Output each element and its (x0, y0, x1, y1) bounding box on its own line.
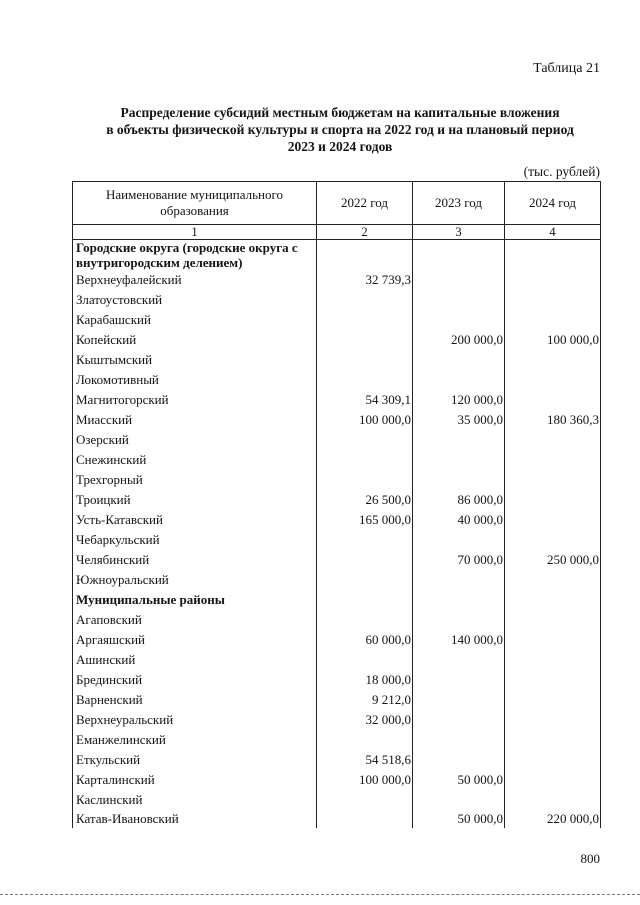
value-2023-cell: 120 000,0 (413, 390, 505, 410)
value-2022-cell (317, 530, 413, 550)
value-2023-cell (413, 270, 505, 290)
value-2022-cell: 100 000,0 (317, 410, 413, 430)
value-2022-cell (317, 570, 413, 590)
value-2023-cell (413, 690, 505, 710)
value-2024-cell (505, 610, 601, 630)
value-2022-cell: 60 000,0 (317, 630, 413, 650)
value-2024-cell (505, 630, 601, 650)
header-2022: 2022 год (317, 182, 413, 225)
table-row (73, 490, 601, 510)
table-row (73, 790, 601, 810)
value-2023-cell (413, 750, 505, 770)
table-row (73, 330, 601, 350)
value-2022-cell (317, 450, 413, 470)
column-number-row (73, 225, 601, 240)
title-line: 2023 и 2024 годов (287, 139, 393, 154)
table-row (73, 430, 601, 450)
value-2024-cell (505, 370, 601, 390)
table-row (73, 730, 601, 750)
value-2022-cell: 18 000,0 (317, 670, 413, 690)
value-2024-cell (505, 650, 601, 670)
title-line: Распределение субсидий местным бюджетам на капитальные вложения (120, 105, 560, 120)
column-number: 2 (317, 225, 413, 240)
municipality-cell: Миасский (73, 410, 317, 430)
value-2022-cell (317, 310, 413, 330)
table-row (73, 510, 601, 530)
value-2023-cell: 40 000,0 (413, 510, 505, 530)
value-2023-cell (413, 290, 505, 310)
value-2022-cell (317, 370, 413, 390)
table-row (73, 270, 601, 290)
value-2023-cell (413, 710, 505, 730)
municipality-cell: Еманжелинский (73, 730, 317, 750)
municipality-cell: Каслинский (73, 790, 317, 810)
value-2023-cell (413, 430, 505, 450)
municipality-cell: Южноуральский (73, 570, 317, 590)
table-row (73, 470, 601, 490)
municipality-cell: Варненский (73, 690, 317, 710)
value-2024-cell (505, 770, 601, 790)
value-2022-cell (317, 240, 413, 271)
municipality-cell: Копейский (73, 330, 317, 350)
page-number: 800 (580, 851, 600, 866)
table-row (73, 750, 601, 770)
value-2023-cell: 50 000,0 (413, 810, 505, 828)
value-2022-cell: 100 000,0 (317, 770, 413, 790)
municipality-cell: Карабашский (73, 310, 317, 330)
document-title (90, 104, 590, 155)
table-row (73, 710, 601, 730)
table-row (73, 550, 601, 570)
municipality-cell: Кыштымский (73, 350, 317, 370)
subsidy-table (72, 181, 601, 828)
value-2024-cell (505, 310, 601, 330)
value-2023-cell (413, 350, 505, 370)
value-2023-cell (413, 650, 505, 670)
value-2023-cell (413, 370, 505, 390)
value-2023-cell (413, 310, 505, 330)
municipality-cell: Аргаяшский (73, 630, 317, 650)
value-2022-cell: 165 000,0 (317, 510, 413, 530)
value-2022-cell: 26 500,0 (317, 490, 413, 510)
table-row (73, 630, 601, 650)
municipality-cell: Городские округа (городские округа с внутригородским делением) (73, 240, 317, 271)
value-2022-cell: 32 000,0 (317, 710, 413, 730)
value-2023-cell (413, 590, 505, 610)
table-row (73, 370, 601, 390)
value-2023-cell: 50 000,0 (413, 770, 505, 790)
municipality-cell: Чебаркульский (73, 530, 317, 550)
municipality-cell: Верхнеуральский (73, 710, 317, 730)
value-2024-cell (505, 290, 601, 310)
value-2024-cell (505, 750, 601, 770)
value-2023-cell (413, 450, 505, 470)
value-2022-cell: 9 212,0 (317, 690, 413, 710)
municipality-cell: Троицкий (73, 490, 317, 510)
value-2022-cell (317, 290, 413, 310)
table-row (73, 770, 601, 790)
value-2022-cell (317, 810, 413, 828)
value-2024-cell (505, 450, 601, 470)
municipality-cell: Усть-Катавский (73, 510, 317, 530)
table-row (73, 410, 601, 430)
value-2022-cell (317, 790, 413, 810)
municipality-cell: Трехгорный (73, 470, 317, 490)
value-2022-cell (317, 350, 413, 370)
value-2023-cell (413, 730, 505, 750)
table-body (73, 240, 601, 829)
value-2024-cell: 220 000,0 (505, 810, 601, 828)
value-2022-cell (317, 730, 413, 750)
value-2024-cell (505, 710, 601, 730)
value-2024-cell (505, 590, 601, 610)
table-row (73, 810, 601, 828)
table-row (73, 450, 601, 470)
value-2024-cell: 100 000,0 (505, 330, 601, 350)
value-2024-cell (505, 270, 601, 290)
municipality-cell: Златоустовский (73, 290, 317, 310)
value-2022-cell: 54 309,1 (317, 390, 413, 410)
value-2024-cell (505, 730, 601, 750)
units-note: (тыс. рублей) (523, 164, 600, 179)
municipality-cell: Брединский (73, 670, 317, 690)
value-2022-cell (317, 610, 413, 630)
value-2024-cell (505, 470, 601, 490)
table-row (73, 610, 601, 630)
column-number: 1 (73, 225, 317, 240)
table-row (73, 570, 601, 590)
value-2022-cell: 54 518,6 (317, 750, 413, 770)
table-group-row (73, 240, 601, 271)
value-2023-cell: 140 000,0 (413, 630, 505, 650)
bottom-divider (0, 894, 640, 897)
table-label: Таблица 21 (533, 61, 600, 76)
municipality-cell: Челябинский (73, 550, 317, 570)
value-2024-cell: 180 360,3 (505, 410, 601, 430)
municipality-cell: Снежинский (73, 450, 317, 470)
table-row (73, 670, 601, 690)
value-2022-cell (317, 330, 413, 350)
value-2024-cell (505, 430, 601, 450)
value-2024-cell (505, 570, 601, 590)
value-2023-cell (413, 670, 505, 690)
title-line: в объекты физической культуры и спорта на 2022 год и на плановый период (106, 122, 574, 137)
value-2023-cell (413, 530, 505, 550)
value-2022-cell (317, 590, 413, 610)
municipality-cell: Ашинский (73, 650, 317, 670)
value-2023-cell (413, 570, 505, 590)
table-row (73, 390, 601, 410)
municipality-cell: Агаповский (73, 610, 317, 630)
value-2024-cell (505, 490, 601, 510)
municipality-cell: Карталинский (73, 770, 317, 790)
value-2024-cell (505, 670, 601, 690)
municipality-cell: Верхнеуфалейский (73, 270, 317, 290)
municipality-cell: Озерский (73, 430, 317, 450)
value-2023-cell: 35 000,0 (413, 410, 505, 430)
table-row (73, 310, 601, 330)
value-2023-cell: 200 000,0 (413, 330, 505, 350)
municipality-cell: Муниципальные районы (73, 590, 317, 610)
value-2023-cell (413, 610, 505, 630)
municipality-cell: Катав-Ивановский (73, 810, 317, 828)
table-row (73, 290, 601, 310)
municipality-cell: Магнитогорский (73, 390, 317, 410)
value-2024-cell (505, 790, 601, 810)
value-2024-cell (505, 530, 601, 550)
value-2022-cell (317, 470, 413, 490)
table-row (73, 530, 601, 550)
value-2023-cell (413, 470, 505, 490)
value-2023-cell: 86 000,0 (413, 490, 505, 510)
value-2024-cell (505, 690, 601, 710)
value-2023-cell: 70 000,0 (413, 550, 505, 570)
table-row (73, 650, 601, 670)
table-row (73, 690, 601, 710)
value-2022-cell (317, 550, 413, 570)
value-2024-cell (505, 510, 601, 530)
value-2023-cell (413, 240, 505, 271)
value-2024-cell (505, 350, 601, 370)
header-row (73, 182, 601, 225)
column-number: 4 (505, 225, 601, 240)
value-2023-cell (413, 790, 505, 810)
value-2024-cell (505, 240, 601, 271)
column-number: 3 (413, 225, 505, 240)
header-municipality: Наименование муниципального образования (73, 182, 317, 225)
table-group-row (73, 590, 601, 610)
value-2022-cell: 32 739,3 (317, 270, 413, 290)
header-2024: 2024 год (505, 182, 601, 225)
table-row (73, 350, 601, 370)
value-2022-cell (317, 650, 413, 670)
value-2024-cell (505, 390, 601, 410)
value-2022-cell (317, 430, 413, 450)
header-2023: 2023 год (413, 182, 505, 225)
municipality-cell: Локомотивный (73, 370, 317, 390)
municipality-cell: Еткульский (73, 750, 317, 770)
value-2024-cell: 250 000,0 (505, 550, 601, 570)
